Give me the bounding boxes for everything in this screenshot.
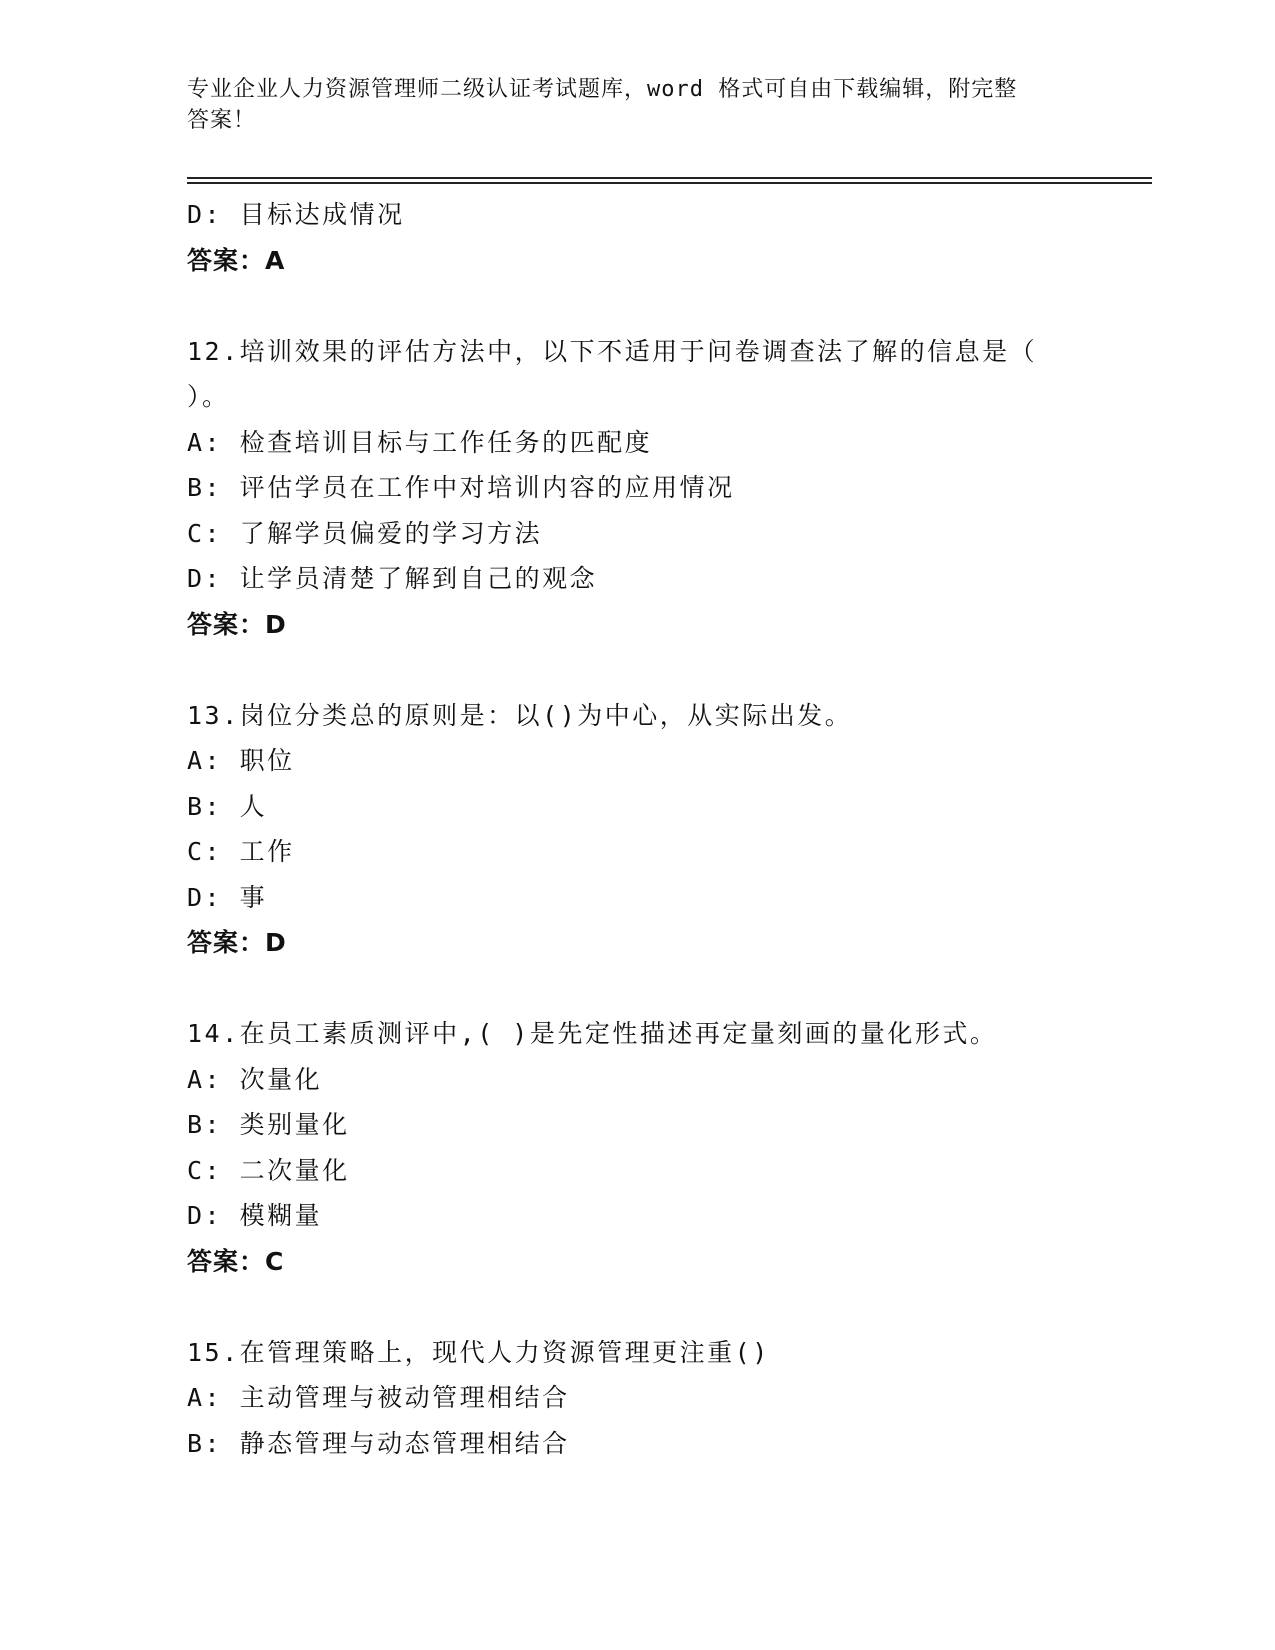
header-line-2: 答案！ xyxy=(187,108,257,133)
question-15 xyxy=(187,1330,1087,1467)
carryover-question xyxy=(187,192,1087,283)
question-stem: 14.在员工素质测评中,( )是先定性描述再定量刻画的量化形式。 xyxy=(187,1019,998,1048)
page-header xyxy=(187,74,1067,136)
option-a: A: 检查培训目标与工作任务的匹配度 xyxy=(187,427,653,457)
header-line-1: 专业企业人力资源管理师二级认证考试题库，word 格式可自由下载编辑，附完整 xyxy=(187,77,1018,102)
answer-line: 答案：D xyxy=(187,928,287,957)
question-stem: 13.岗位分类总的原则是：以()为中心，从实际出发。 xyxy=(187,700,853,730)
option-d: D: 让学员清楚了解到自己的观念 xyxy=(187,564,598,593)
answer-line: 答案：C xyxy=(187,1246,285,1276)
question-stem: 15.在管理策略上，现代人力资源管理更注重() xyxy=(187,1337,770,1367)
header-divider-top xyxy=(187,177,1152,179)
option-b: B: 人 xyxy=(187,791,268,821)
header-divider-bottom xyxy=(187,182,1152,184)
option-b: B: 类别量化 xyxy=(187,1110,350,1139)
option-b: B: 静态管理与动态管理相结合 xyxy=(187,1428,570,1458)
question-14 xyxy=(187,1011,1087,1284)
spacer xyxy=(187,647,1087,693)
question-stem-continued: ）。 xyxy=(187,382,230,411)
spacer xyxy=(187,283,1087,329)
option-d: D: 事 xyxy=(187,882,268,912)
option-a: A: 主动管理与被动管理相结合 xyxy=(187,1383,570,1412)
option-d: D: 模糊量 xyxy=(187,1201,323,1230)
option-c: C: 工作 xyxy=(187,837,295,866)
question-list xyxy=(187,192,1087,1466)
option-d: D: 目标达成情况 xyxy=(187,200,405,229)
option-b: B: 评估学员在工作中对培训内容的应用情况 xyxy=(187,473,735,502)
question-13 xyxy=(187,693,1087,966)
option-a: A: 职位 xyxy=(187,746,295,775)
question-12 xyxy=(187,329,1087,648)
question-stem: 12.培训效果的评估方法中，以下不适用于问卷调查法了解的信息是（ xyxy=(187,336,1038,366)
spacer xyxy=(187,966,1087,1012)
option-c: C: 了解学员偏爱的学习方法 xyxy=(187,518,543,548)
answer-line: 答案：D xyxy=(187,609,287,639)
option-c: C: 二次量化 xyxy=(187,1155,350,1185)
answer-line: 答案：A xyxy=(187,245,286,275)
spacer xyxy=(187,1284,1087,1330)
option-a: A: 次量化 xyxy=(187,1064,323,1094)
